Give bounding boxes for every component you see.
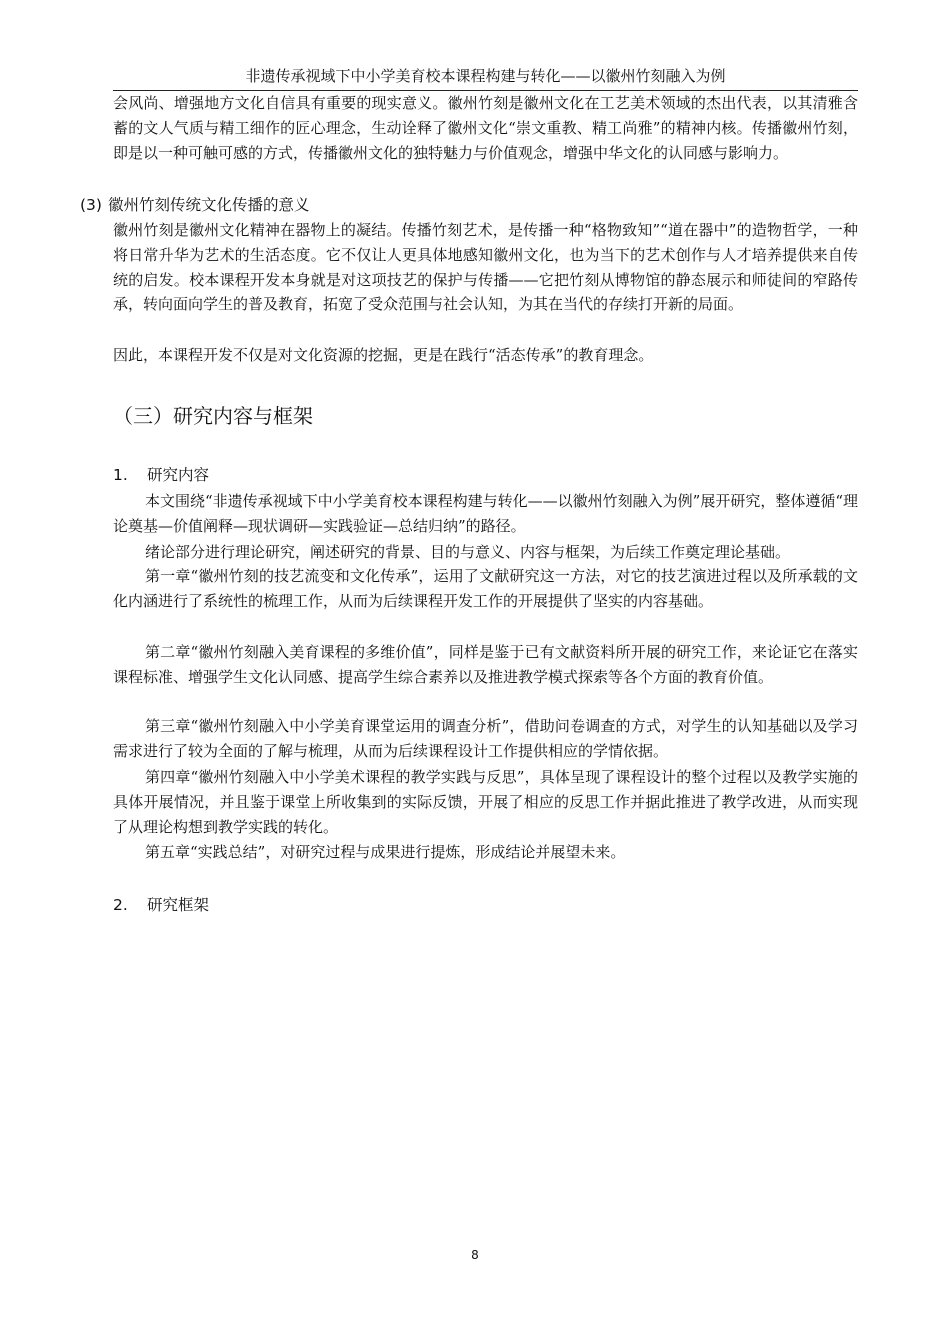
subsection-title: 徽州竹刻传统文化传播的意义 (107, 196, 310, 214)
body-paragraph: 本文围绕“非遗传承视域下中小学美育校本课程构建与转化——以徽州竹刻融入为例”展开研究，整体遵循“理论奠基—价值阐释—现状调研—实践验证—总结归纳”的路径。 (113, 492, 859, 535)
body-paragraph: 会风尚、增强地方文化自信具有重要的现实意义。徽州竹刻是徽州文化在工艺美术领域的杰出代表，以其清雅含蓄的文人气质与精工细作的匠心理念，生动诠释了徽州文化“崇文重教、精工尚雅”的精神内核。传播徽州竹刻，即是以一种可触可感的方式，传播徽州文化的独特魅力与价值观念，增强中华文化的认同感与影响力。 (113, 94, 858, 162)
body-paragraph: 第五章“实践总结”，对研究过程与成果进行提炼，形成结论并展望未来。 (145, 843, 626, 861)
heading-number: 2. (113, 896, 128, 914)
body-paragraph: 第四章“徽州竹刻融入中小学美术课程的教学实践与反思”，具体呈现了课程设计的整个过程以及教学实施的具体开展情况，并且鉴于课堂上所收集到的实际反馈，开展了相应的反思工作并据此推进了教学改进，从而实现了从理论构想到教学实践的转化。 (113, 768, 858, 836)
heading-title: 研究内容 (147, 466, 210, 484)
body-paragraph: 第一章“徽州竹刻的技艺流变和文化传承”，运用了文献研究这一方法，对它的技艺演进过程以及所承载的文化内涵进行了系统性的梳理工作，从而为后续课程开发工作的开展提供了坚实的内容基础。 (113, 567, 858, 610)
heading-number: 1. (113, 466, 128, 484)
body-paragraph: 因此，本课程开发不仅是对文化资源的挖掘，更是在践行“活态传承”的教育理念。 (113, 346, 654, 364)
heading-title: 研究框架 (147, 896, 210, 914)
body-paragraph: 徽州竹刻是徽州文化精神在器物上的凝结。传播竹刻艺术，是传播一种“格物致知”“道在器中”的造物哲学，一种将日常升华为艺术的生活态度。它不仅让人更具体地感知徽州文化，也为当下的艺术创作与人才培养提供来自传统的启发。校本课程开发本身就是对这项技艺的保护与传播——它把竹刻从博物馆的静态展示和师徒间的窄路传承，转向面向学生的普及教育，拓宽了受众范围与社会认知，为其在当代的存续打开新的局面。 (113, 221, 858, 314)
subsection-heading-3 (80, 193, 309, 217)
subsection-number: (3) (80, 196, 102, 214)
research-framework-heading (113, 893, 209, 917)
chapter-heading: （三）研究内容与框架 (113, 404, 313, 428)
body-paragraph: 第三章“徽州竹刻融入中小学美育课堂运用的调查分析”，借助问卷调查的方式，对学生的认知基础以及学习需求进行了较为全面的了解与梳理，从而为后续课程设计工作提供相应的学情依据。 (113, 717, 858, 760)
page-number: 8 (471, 1248, 479, 1262)
running-header: 非遗传承视域下中小学美育校本课程构建与转化——以徽州竹刻融入为例 (113, 64, 858, 91)
body-paragraph: 绪论部分进行理论研究，阐述研究的背景、目的与意义、内容与框架，为后续工作奠定理论基础。 (145, 543, 791, 561)
research-content-heading (113, 463, 209, 487)
body-paragraph: 第二章“徽州竹刻融入美育课程的多维价值”，同样是鉴于已有文献资料所开展的研究工作，来论证它在落实课程标准、增强学生文化认同感、提高学生综合素养以及推进教学模式探索等各个方面的教育价值。 (113, 643, 858, 686)
